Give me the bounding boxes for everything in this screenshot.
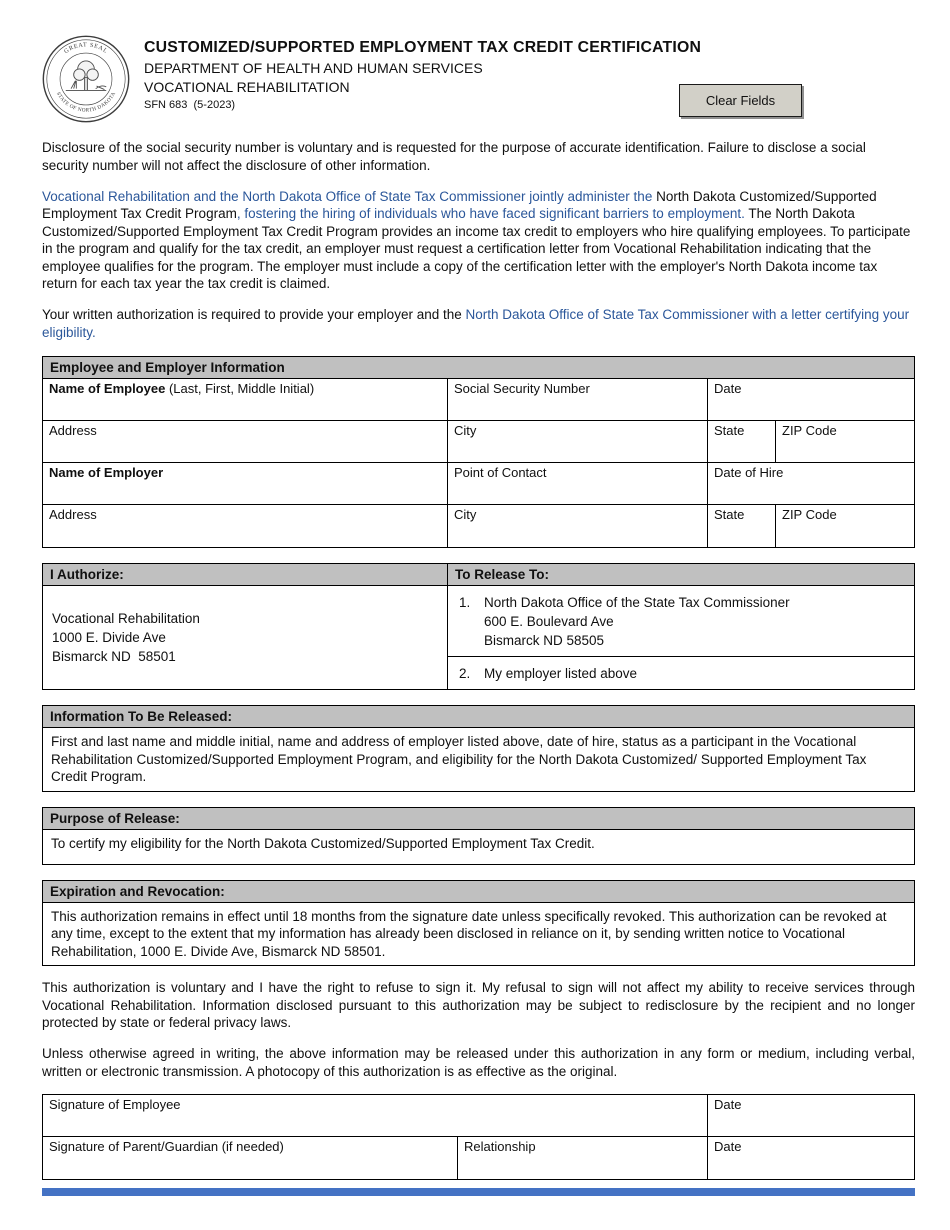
expiration-revocation-section bbox=[42, 880, 915, 967]
purpose-of-release-title: Purpose of Release: bbox=[43, 808, 914, 830]
information-to-be-released-title: Information To Be Released: bbox=[43, 706, 914, 728]
information-to-be-released-body: First and last name and middle initial, name and address of employer listed above, date of hire, status as a participant in the Vocational Rehabilitation Customized/Supported Employment Program, and eligibility for the North Dakota Customized/ Supported Employment Tax Credit Program. bbox=[51, 734, 867, 784]
relationship-label: Relationship bbox=[464, 1138, 536, 1154]
employer-address-label: Address bbox=[49, 507, 97, 522]
release-item-2-number: 2. bbox=[459, 666, 471, 681]
point-of-contact-field[interactable] bbox=[448, 463, 708, 505]
employee-signature-date-field[interactable] bbox=[708, 1095, 914, 1137]
parent-guardian-signature-field[interactable] bbox=[43, 1137, 458, 1179]
ssn-label: Social Security Number bbox=[454, 381, 590, 396]
disclosure-text: Disclosure of the social security number is voluntary and is requested for the purpose of accurate identification. Failure to disclose a social security number will not affect the disclosure of other information. bbox=[42, 140, 866, 173]
employer-name-label: Name of Employer bbox=[49, 465, 164, 480]
seal-bottom-text: STATE OF NORTH DAKOTA bbox=[54, 91, 118, 114]
authorization-release-section bbox=[42, 563, 915, 690]
footer-accent-bar bbox=[42, 1188, 915, 1196]
form-number: SFN 683 (5-2023) bbox=[144, 99, 236, 111]
release-item-1-line: Bismarck ND 58505 bbox=[484, 633, 605, 648]
program-description-paragraph bbox=[42, 188, 915, 293]
authorization-grid bbox=[43, 564, 914, 689]
release-to-list bbox=[448, 586, 914, 689]
employee-zip-field[interactable] bbox=[776, 421, 914, 463]
expiration-revocation-body: This authorization remains in effect until 18 months from the signature date unless specifically revoked. This authorization can be revoked at any time, except to the extent that my information has already been disclosed in reliance on it, by sending written notice to Vocational Rehabilitation, 1000 E. Divide Ave, Bismarck ND 58501. bbox=[51, 908, 887, 959]
authorization-intro-paragraph bbox=[42, 306, 915, 341]
date-of-hire-label: Date of Hire bbox=[714, 465, 784, 480]
signature-section bbox=[42, 1094, 915, 1180]
purpose-of-release-section bbox=[42, 807, 915, 865]
form-title: CUSTOMIZED/SUPPORTED EMPLOYMENT TAX CREDIT CERTIFICATION bbox=[144, 39, 702, 56]
authorize-address-line: Vocational Rehabilitation bbox=[52, 611, 200, 626]
employer-address-field[interactable] bbox=[43, 505, 448, 547]
point-of-contact-label: Point of Contact bbox=[454, 465, 547, 480]
employee-state-field[interactable] bbox=[708, 421, 776, 463]
release-medium-text: Unless otherwise agreed in writing, the above information may be released under this authorization in any form or medium, including verbal, written or electronic transmission. A photocopy of this authorization is as effective as the original. bbox=[42, 1046, 915, 1079]
employee-zip-label: ZIP Code bbox=[782, 423, 837, 438]
employee-signature-date-label: Date bbox=[714, 1096, 742, 1112]
disclosure-paragraph bbox=[42, 139, 915, 174]
release-item-2 bbox=[448, 657, 914, 689]
employer-zip-label: ZIP Code bbox=[782, 507, 837, 522]
date-of-hire-field[interactable] bbox=[708, 463, 914, 505]
ssn-field[interactable] bbox=[448, 379, 708, 421]
employer-name-field[interactable] bbox=[43, 463, 448, 505]
relationship-field[interactable] bbox=[458, 1137, 708, 1179]
employee-address-label: Address bbox=[49, 423, 97, 438]
employer-city-label: City bbox=[454, 507, 477, 522]
employee-table-title: Employee and Employer Information bbox=[43, 357, 914, 379]
program-desc-segment-2: North Dakota Customized/Supported Employment Tax Credit Program bbox=[42, 188, 877, 221]
employee-name-label: Name of Employee bbox=[49, 381, 166, 396]
authorize-address-line: Bismarck ND 58501 bbox=[52, 649, 176, 664]
division-line: VOCATIONAL REHABILITATION bbox=[144, 79, 350, 95]
purpose-of-release-body: To certify my eligibility for the North Dakota Customized/Supported Employment Tax Credit. bbox=[51, 835, 595, 851]
employer-zip-field[interactable] bbox=[776, 505, 914, 547]
header-text-block bbox=[144, 34, 701, 111]
release-item-1 bbox=[448, 586, 914, 657]
employee-date-label: Date bbox=[714, 381, 742, 396]
information-to-be-released-section bbox=[42, 705, 915, 792]
seal-top-text: GREAT SEAL bbox=[63, 42, 109, 56]
auth-intro-segment-1: Your written authorization is required to provide your employer and the bbox=[42, 307, 466, 322]
employee-employer-info-section bbox=[42, 356, 915, 548]
to-release-to-header: To Release To: bbox=[448, 564, 914, 586]
voluntary-paragraph bbox=[42, 979, 915, 1032]
employee-city-label: City bbox=[454, 423, 477, 438]
release-item-1-number: 1. bbox=[459, 595, 471, 610]
employee-state-label: State bbox=[714, 423, 745, 438]
authorize-address-line: 1000 E. Divide Ave bbox=[52, 630, 166, 645]
program-desc-segment-4: The North Dakota Customized/Supported Employment Tax Credit Program provides an income tax credit to employers who hire qualifying employees. To participate in the program and qualify for the tax credit, an employer must request a certification letter from Vocational Rehabilitation indicating that the employee qualifies for the program. The employer must include a copy of the certification letter with the employer's North Dakota income tax return for each tax year the tax credit is claimed. bbox=[42, 206, 911, 291]
clear-fields-button[interactable]: Clear Fields bbox=[679, 84, 802, 117]
employer-city-field[interactable] bbox=[448, 505, 708, 547]
employee-signature-field[interactable] bbox=[43, 1095, 708, 1137]
employee-signature-label: Signature of Employee bbox=[49, 1096, 181, 1112]
parent-guardian-signature-date-field[interactable] bbox=[708, 1137, 914, 1179]
release-item-1-line: North Dakota Office of the State Tax Commissioner bbox=[484, 595, 790, 610]
employee-address-field[interactable] bbox=[43, 421, 448, 463]
employer-state-label: State bbox=[714, 507, 745, 522]
employer-state-field[interactable] bbox=[708, 505, 776, 547]
release-item-2-text: My employer listed above bbox=[484, 666, 638, 681]
department-line: DEPARTMENT OF HEALTH AND HUMAN SERVICES bbox=[144, 60, 483, 76]
parent-guardian-signature-label: Signature of Parent/Guardian (if needed) bbox=[49, 1138, 284, 1154]
north-dakota-state-seal-icon bbox=[42, 35, 130, 123]
auth-intro-segment-2: North Dakota Office of State Tax Commissioner with a letter certifying your eligibility. bbox=[42, 307, 910, 340]
program-desc-segment-1: Vocational Rehabilitation and the North Dakota Office of State Tax Commissioner jointly administer the bbox=[42, 188, 657, 204]
employee-table bbox=[43, 379, 914, 547]
release-medium-paragraph bbox=[42, 1045, 915, 1080]
release-item-1-line: 600 E. Boulevard Ave bbox=[484, 614, 614, 629]
program-desc-segment-3: , fostering the hiring of individuals who have faced significant barriers to employment. bbox=[236, 206, 745, 221]
employee-date-field[interactable] bbox=[708, 379, 914, 421]
signature-table bbox=[43, 1095, 914, 1179]
expiration-revocation-title: Expiration and Revocation: bbox=[43, 881, 914, 903]
employee-name-label-suffix: (Last, First, Middle Initial) bbox=[165, 381, 315, 396]
i-authorize-header: I Authorize: bbox=[43, 564, 448, 586]
employee-city-field[interactable] bbox=[448, 421, 708, 463]
voluntary-text: This authorization is voluntary and I have the right to refuse to sign it. My refusal to sign will not affect my ability to receive services through Vocational Rehabilitation. Information disclosed pursuant to this authorization may be subject to redisclosure by the recipient and no longer protected by state or federal privacy laws. bbox=[42, 980, 915, 1030]
parent-guardian-signature-date-label: Date bbox=[714, 1138, 742, 1154]
employee-name-field[interactable] bbox=[43, 379, 448, 421]
authorize-address-block bbox=[43, 586, 448, 689]
release-item-1-lines bbox=[484, 593, 790, 650]
